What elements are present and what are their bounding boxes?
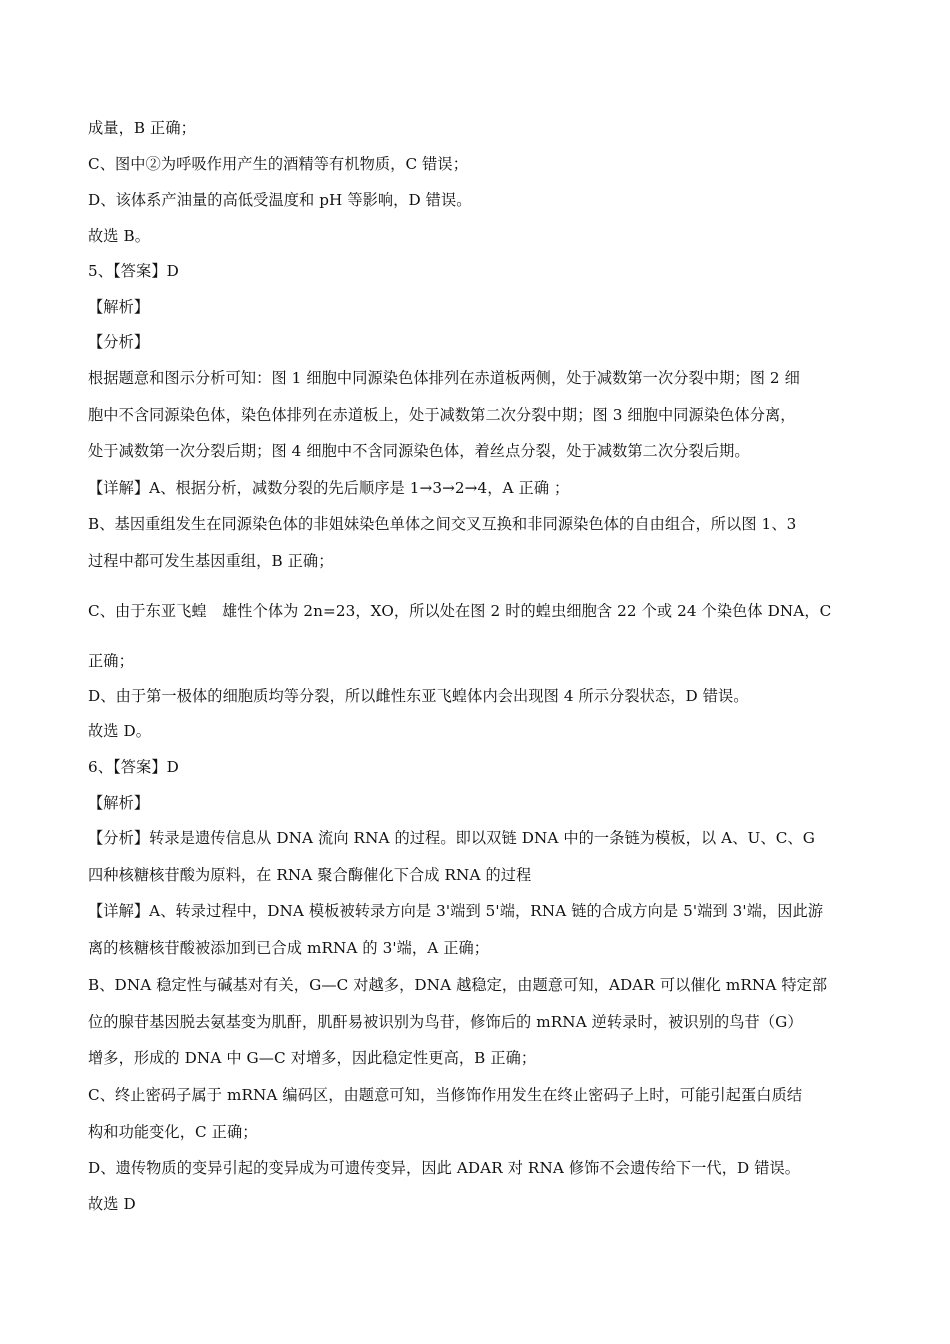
section-label: 【分析】 — [88, 333, 150, 351]
text-line: 根据题意和图示分析可知：图 1 细胞中同源染色体排列在赤道板两侧，处于减数第一次分裂中期；图 2 细 — [88, 369, 800, 387]
answer-heading: 6、【答案】D — [88, 758, 179, 776]
answer-heading: 5、【答案】D — [88, 262, 179, 280]
text-line: 位的腺苷基因脱去氨基变为肌酐，肌酐易被识别为鸟苷，修饰后的 mRNA 逆转录时，被识别的鸟苷（G） — [88, 1013, 803, 1031]
text-line: 【分析】转录是遗传信息从 DNA 流向 RNA 的过程。即以双链 DNA 中的一条链为模板，以 A、U、C、G — [88, 829, 815, 847]
text-line: 构和功能变化，C 正确； — [88, 1123, 258, 1141]
text-line: 离的核糖核苷酸被添加到已合成 mRNA 的 3'端，A 正确； — [88, 939, 490, 957]
text-line: 故选 D。 — [88, 722, 152, 740]
text-line: 故选 D — [88, 1195, 136, 1213]
text-line: D、遗传物质的变异引起的变异成为可遗传变异，因此 ADAR 对 RNA 修饰不会遗传给下一代，D 错误。 — [88, 1159, 801, 1177]
text-line: 过程中都可发生基因重组，B 正确； — [88, 552, 334, 570]
section-label: 【解析】 — [88, 794, 150, 812]
text-line: B、DNA 稳定性与碱基对有关，G—C 对越多，DNA 越稳定，由题意可知，ADAR 可以催化 mRNA 特定部 — [88, 976, 828, 994]
text-line: B、基因重组发生在同源染色体的非姐妹染色单体之间交叉互换和非同源染色体的自由组合，所以图 1、3 — [88, 515, 797, 533]
text-line: 【详解】A、根据分析，减数分裂的先后顺序是 1→3→2→4，A 正确 ； — [88, 479, 570, 497]
text-line: 胞中不含同源染色体，染色体排列在赤道板上，处于减数第二次分裂中期；图 3 细胞中同源染色体分离， — [88, 406, 796, 424]
text-line: 成量，B 正确； — [88, 119, 196, 137]
text-line: 处于减数第一次分裂后期；图 4 细胞中不含同源染色体，着丝点分裂，处于减数第二次分裂后期。 — [88, 442, 750, 460]
text-line: C、图中②为呼吸作用产生的酒精等有机物质，C 错误； — [88, 155, 468, 173]
text-line: D、该体系产油量的高低受温度和 pH 等影响，D 错误。 — [88, 191, 472, 209]
text-line: 四种核糖核苷酸为原料，在 RNA 聚合酶催化下合成 RNA 的过程 — [88, 866, 532, 884]
section-label: 【解析】 — [88, 298, 150, 316]
text-line: 增多，形成的 DNA 中 G—C 对增多，因此稳定性更高，B 正确； — [88, 1049, 537, 1067]
text-line: 故选 B。 — [88, 227, 151, 245]
text-line: C、终止密码子属于 mRNA 编码区，由题意可知，当修饰作用发生在终止密码子上时，可能引起蛋白质结 — [88, 1086, 803, 1104]
text-line: C、由于东亚飞蝗 雄性个体为 2n=23，XO，所以处在图 2 时的蝗虫细胞含 22 个或 24 个染色体 DNA，C — [88, 602, 832, 620]
text-line: 【详解】A、转录过程中，DNA 模板被转录方向是 3'端到 5'端，RNA 链的合成方向是 5'端到 3'端，因此游 — [88, 902, 824, 920]
text-line: D、由于第一极体的细胞质均等分裂，所以雌性东亚飞蝗体内会出现图 4 所示分裂状态，D 错误。 — [88, 687, 749, 705]
text-line: 正确； — [88, 652, 134, 670]
